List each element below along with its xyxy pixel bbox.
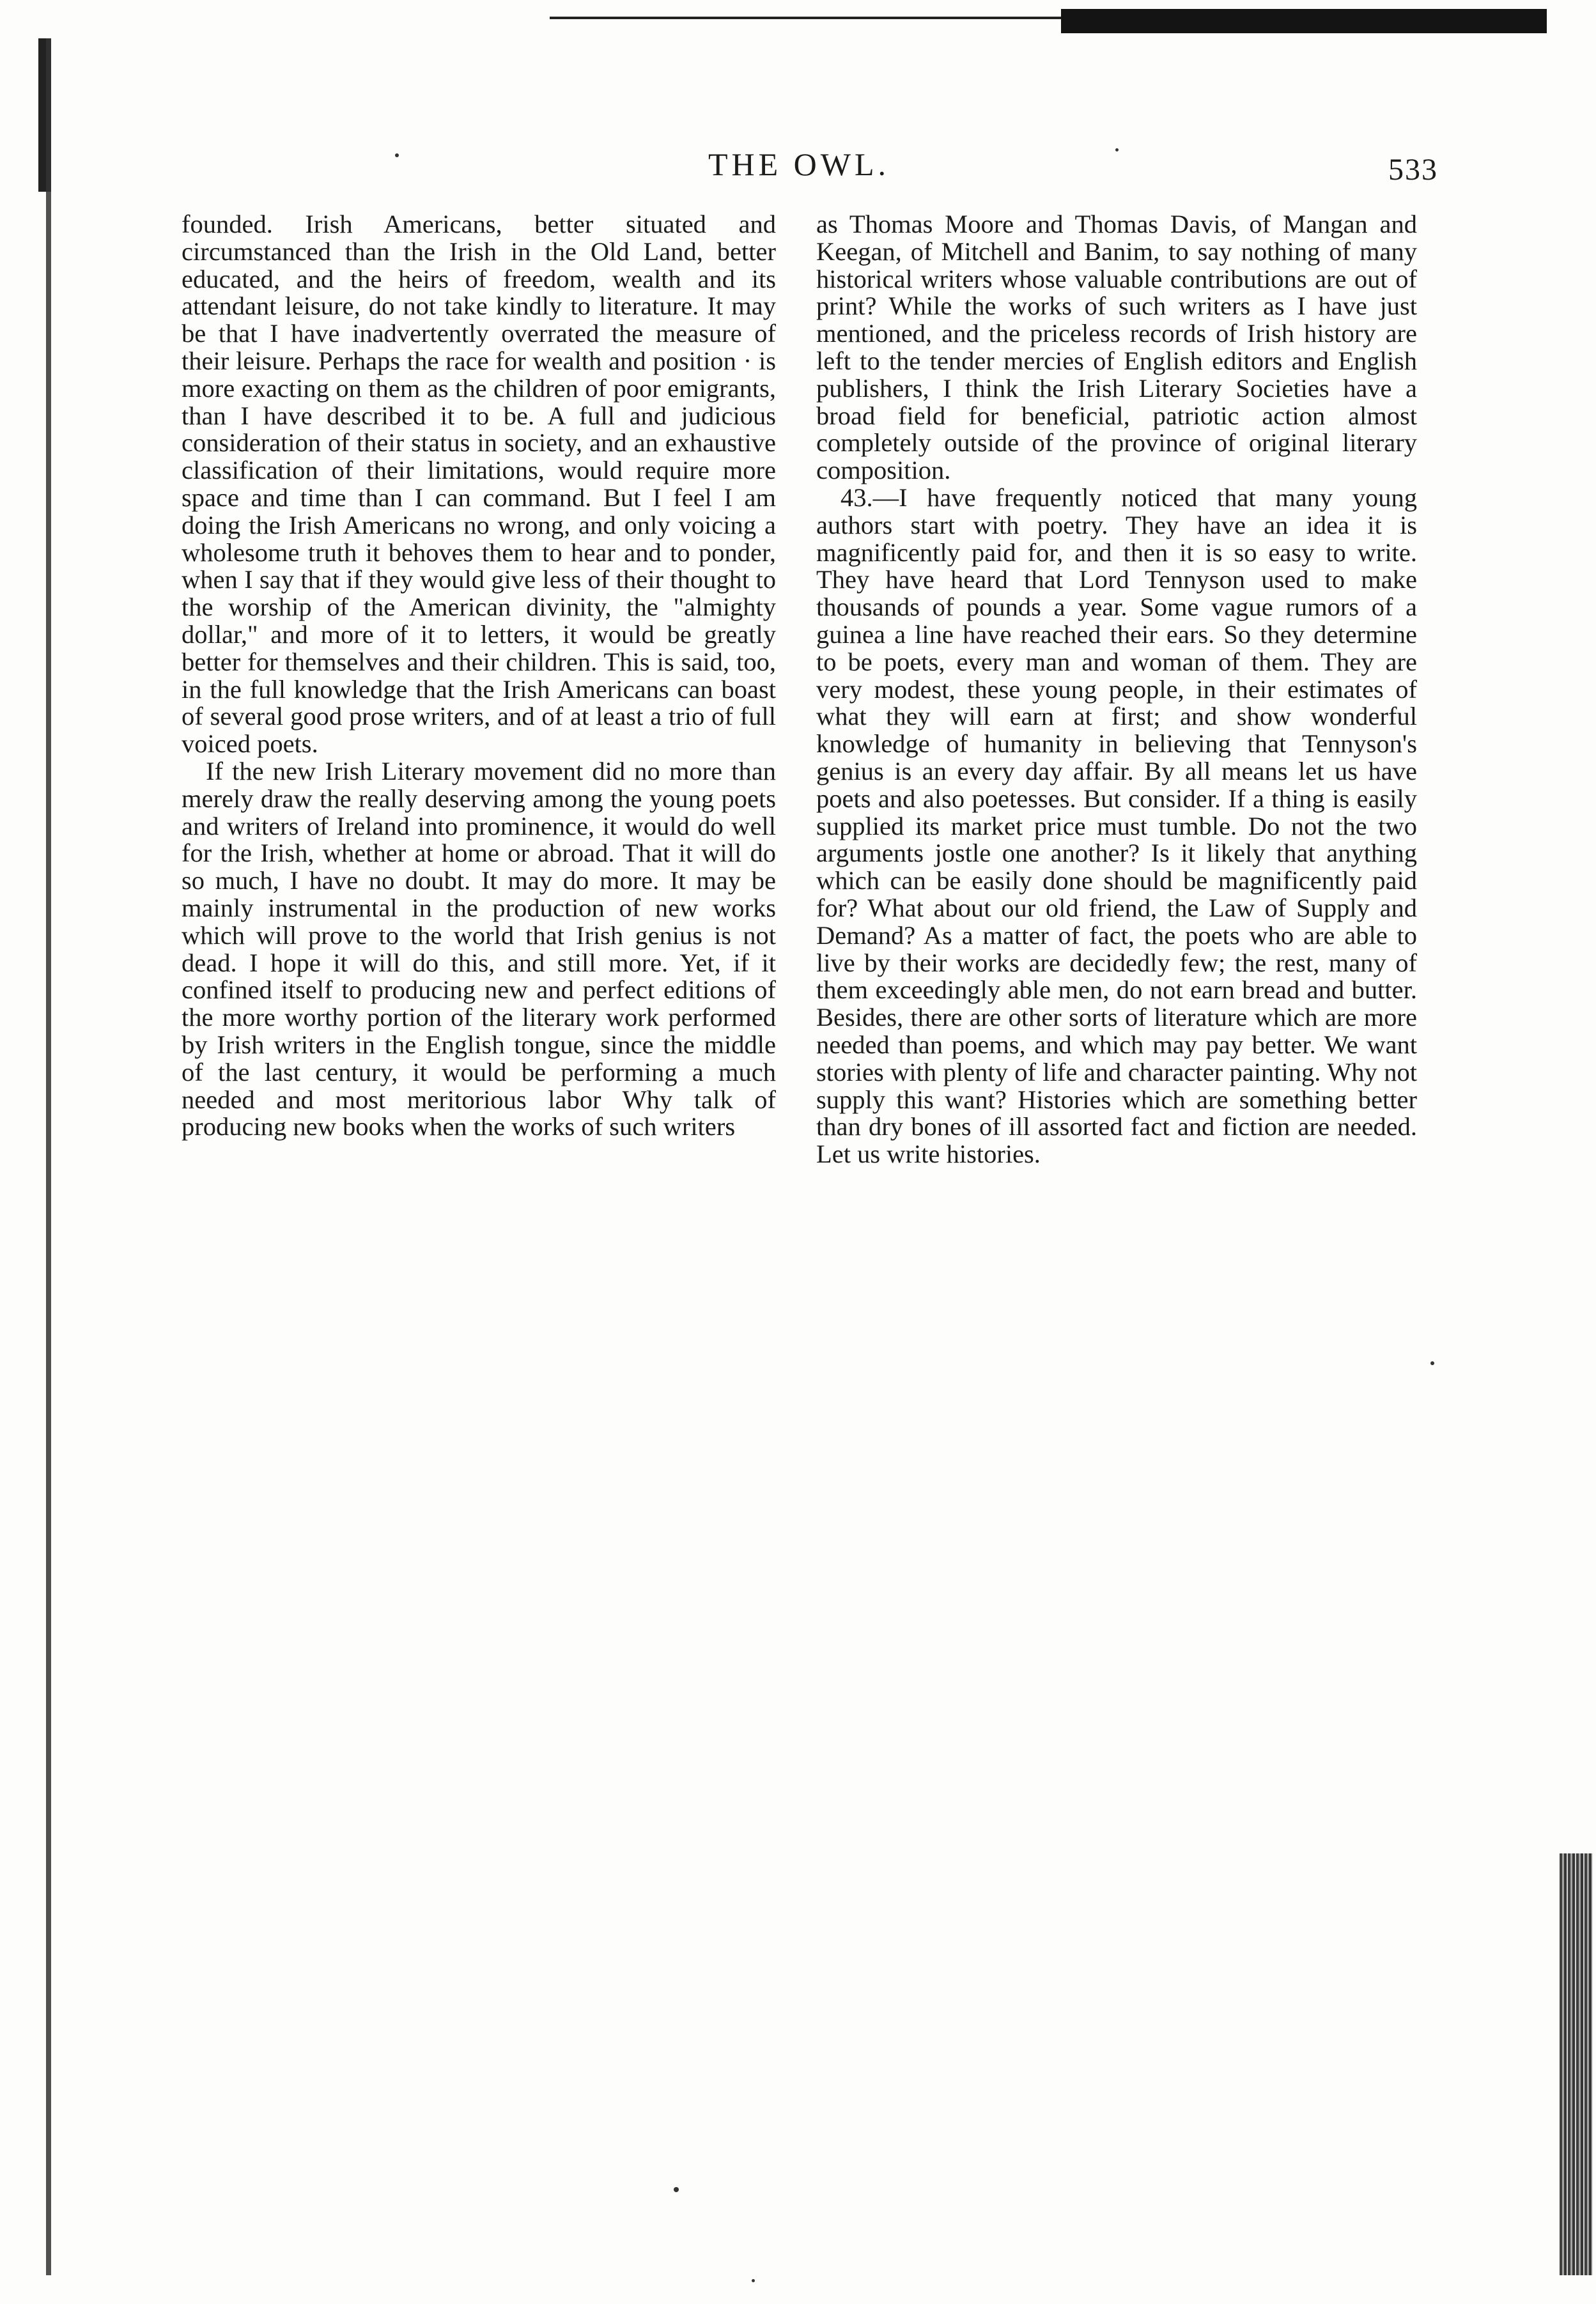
paragraph: as Thomas Moore and Thomas Davis, of Mangan and Keegan, of Mitchell and Banim, to say nothing of many historical writers whose valuable contributions are out of print? While the works of such writers as I have just mentioned, and the priceless records of Irish history are left to the tender mercies of English editors and English publishers, I think the Irish Literary Societies have a broad field for beneficial, patriotic action almost completely outside of the province of original literary composition. xyxy=(816,210,1417,485)
scan-speck xyxy=(1115,148,1119,151)
paragraph: 43.—I have frequently noticed that many young authors start with poetry. They have an idea it is magnificently paid for, and then it is so easy to write. They have heard that Lord Tennyson used to make thousands of pounds a year. Some vague rumors of a guinea a line have reached their ears. So they determine to be poets, every man and woman of them. They are very modest, these young people, in their estimates of what they will earn at first; and show wonderful knowledge of humanity in believing that Tennyson's genius is an every day affair. By all means let us have poets and also poetesses. But consider. If a thing is easily supplied its market price must tumble. Do not the two arguments jostle one another? Is it likely that anything which can be easily done should be magnificently paid for? What about our old friend, the Law of Supply and Demand? As a matter of fact, the poets who are able to live by their works are decidedly few; the rest, many of them exceedingly able men, do not earn bread and butter. Besides, there are other sorts of literature which are more needed than poems, and which may pay better. We want stories with plenty of life and character painting. Why not supply this want? Histories which are something better than dry bones of ill assorted fact and fiction are needed. Let us write histories. xyxy=(816,483,1417,1169)
right-text-column xyxy=(816,211,1417,1168)
right-page-edge-noise xyxy=(1560,1853,1593,2275)
scan-speck xyxy=(395,153,399,157)
running-title: THE OWL. xyxy=(708,146,890,182)
top-rule-thick-band xyxy=(1061,9,1547,33)
scan-speck xyxy=(752,2279,755,2282)
paragraph: founded. Irish Americans, better situated and circumstanced than the Irish in the Old Land, better educated, and the heirs of freedom, wealth and its attendant leisure, do not take kindly to literature. It may be that I have inadvertently overrated the measure of their leisure. Perhaps the race for wealth and position · is more exacting on them as the children of poor emigrants, than I have described it to be. A full and judicious consideration of their status in society, and an exhaustive classification of their limitations, would require more space and time than I can command. But I feel I am doing the Irish Americans no wrong, and only voicing a wholesome truth it behoves them to hear and to ponder, when I say that if they would give less of their thought to the worship of the American divinity, the "almighty dollar," and more of it to letters, it would be greatly better for themselves and their children. This is said, too, in the full knowledge that the Irish Americans can boast of several good prose writers, and of at least a trio of full voiced poets. xyxy=(182,210,776,759)
scan-top-rule xyxy=(550,9,1547,23)
page-number: 533 xyxy=(1388,153,1438,187)
scan-speck xyxy=(1430,1361,1434,1365)
left-text-column xyxy=(182,211,776,1141)
left-page-edge xyxy=(46,38,51,2275)
scan-speck xyxy=(674,2187,679,2192)
paragraph: If the new Irish Literary movement did no more than merely draw the really deserving among the young poets and writers of Ireland into prominence, it would do well for the Irish, whether at home or abroad. That it will do so much, I have no doubt. It may do more. It may be mainly instrumental in the production of new works which will prove to the world that Irish genius is not dead. I hope it will do this, and still more. Yet, if it confined itself to producing new and perfect editions of the more worthy portion of the literary work performed by Irish writers in the English tongue, since the middle of the last century, it would be performing a much needed and most meritorious labor Why talk of producing new books when the works of such writers xyxy=(182,756,776,1141)
